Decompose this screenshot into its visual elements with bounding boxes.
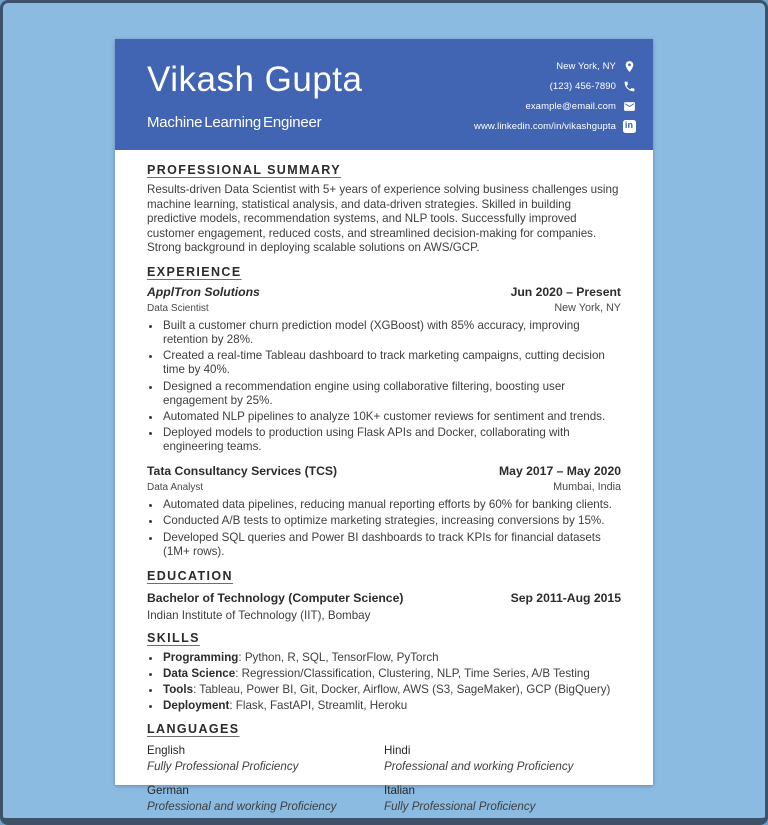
job-bullet-list <box>147 319 621 454</box>
resume-page <box>115 39 653 814</box>
company-name: Tata Consultancy Services (TCS) <box>147 464 338 479</box>
job-location: New York, NY <box>554 301 621 314</box>
language-item <box>384 744 621 773</box>
job-role: Data Analyst <box>147 482 204 494</box>
contact-phone <box>550 79 636 93</box>
language-level: Fully Professional Proficiency <box>384 800 536 814</box>
job-bullet: • Designed a recommendation engine using collaborative filtering, boosting user engagement by 25%. <box>162 380 621 408</box>
job-entry <box>147 285 621 454</box>
experience-heading: EXPERIENCE <box>147 264 242 279</box>
education-heading: EDUCATION <box>147 568 233 583</box>
job-bullet: • Deployed models to production using Flask APIs and Docker, collaborating with engineering teams. <box>162 426 621 454</box>
school-name: Indian Institute of Technology (IIT), Bombay <box>147 608 371 622</box>
skill-label: Programming <box>163 650 239 664</box>
language-name: Hindi <box>384 744 411 758</box>
language-level: Professional and working Proficiency <box>147 800 337 814</box>
job-entry <box>147 464 621 559</box>
skill-values: : Tableau, Power BI, Git, Docker, Airflow, AWS (S3, SageMaker), GCP (BigQuery) <box>193 683 611 697</box>
job-header-row <box>147 285 621 299</box>
skill-item <box>162 651 621 665</box>
job-bullet: • Automated NLP pipelines to analyze 10K+ customer reviews for sentiment and trends. <box>162 410 621 424</box>
section-professional-summary <box>147 163 621 256</box>
language-level: Professional and working Proficiency <box>384 760 574 774</box>
job-location: Mumbai, India <box>553 481 621 494</box>
degree-name: Bachelor of Technology (Computer Science) <box>147 590 404 605</box>
job-role: Data Scientist <box>147 302 209 314</box>
job-sub-row <box>147 302 621 314</box>
skill-label: Data Science <box>163 666 236 680</box>
job-bullet: • Developed SQL queries and Power BI dashboards to track KPIs for financial datasets (1M+ rows). <box>162 531 621 559</box>
education-dates: Sep 2011-Aug 2015 <box>510 590 621 605</box>
skill-values: : Flask, FastAPI, Streamlit, Heroku <box>229 699 408 713</box>
skill-label: Tools <box>163 683 194 697</box>
skill-item <box>162 683 621 697</box>
language-item <box>384 784 621 813</box>
job-bullet: • Automated data pipelines, reducing manual reporting efforts by 60% for banking clients. <box>162 498 621 512</box>
skill-item <box>162 667 621 681</box>
languages-grid <box>147 744 621 813</box>
job-sub-row <box>147 481 621 493</box>
phone-icon <box>622 79 636 93</box>
job-bullet: • Conducted A/B tests to optimize marketing strategies, increasing conversions by 15%. <box>162 514 621 528</box>
job-header-row <box>147 464 621 478</box>
language-item <box>147 784 384 813</box>
education-row <box>147 591 621 605</box>
location-pin-icon <box>622 59 636 73</box>
contact-location-text: New York, NY <box>556 60 616 72</box>
section-skills <box>147 631 621 714</box>
company-name: ApplTron Solutions <box>147 284 260 299</box>
job-dates: Jun 2020 – Present <box>510 284 621 299</box>
language-level: Fully Professional Proficiency <box>147 760 299 774</box>
candidate-title: Machine Learning Engineer <box>147 113 322 131</box>
skill-values: : Regression/Classification, Clustering, NLP, Time Series, A/B Testing <box>235 666 590 680</box>
skills-list <box>147 651 621 714</box>
resume-header <box>115 39 653 150</box>
summary-text: Results-driven Data Scientist with 5+ years of experience solving business challenges using machine learning, statistical analysis, and data-driven strategies. Skilled in building predictive models, recommendation systems, and NLP tools. Successfully improved customer engagement, reduced costs, and streamlined decision-making for companies. Strong background in deploying scalable solutions on AWS/GCP. <box>147 183 619 255</box>
language-name: Italian <box>384 784 415 798</box>
skill-item <box>162 699 621 713</box>
linkedin-icon: in <box>622 119 636 133</box>
contact-location <box>556 59 636 73</box>
contact-linkedin <box>474 119 636 133</box>
language-name: German <box>147 784 189 798</box>
candidate-name: Vikash Gupta <box>147 60 363 99</box>
email-icon <box>622 99 636 113</box>
language-name: English <box>147 744 186 758</box>
job-bullet: • Built a customer churn prediction model (XGBoost) with 85% accuracy, improving retention by 28%. <box>162 319 621 347</box>
skills-heading: SKILLS <box>147 630 200 645</box>
resume-content <box>115 150 653 822</box>
job-bullet: • Created a real-time Tableau dashboard to track marketing campaigns, cutting decision time by 40%. <box>162 349 621 377</box>
job-bullet-list <box>147 498 621 559</box>
section-education <box>147 569 621 622</box>
section-experience <box>147 265 621 559</box>
skill-values: : Python, R, SQL, TensorFlow, PyTorch <box>238 650 439 664</box>
section-languages <box>147 722 621 813</box>
languages-heading: LANGUAGES <box>147 722 240 737</box>
contact-phone-text: (123) 456-7890 <box>549 80 616 92</box>
summary-heading: PROFESSIONAL SUMMARY <box>147 163 341 177</box>
contact-linkedin-text: www.linkedin.com/in/vikashgupta <box>474 120 616 132</box>
language-item <box>147 744 384 773</box>
contact-list <box>474 55 636 136</box>
contact-email <box>525 99 636 113</box>
contact-email-text: example@email.com <box>525 100 616 112</box>
header-identity <box>147 55 363 136</box>
skill-label: Deployment <box>163 699 230 713</box>
job-dates: May 2017 – May 2020 <box>499 464 621 479</box>
